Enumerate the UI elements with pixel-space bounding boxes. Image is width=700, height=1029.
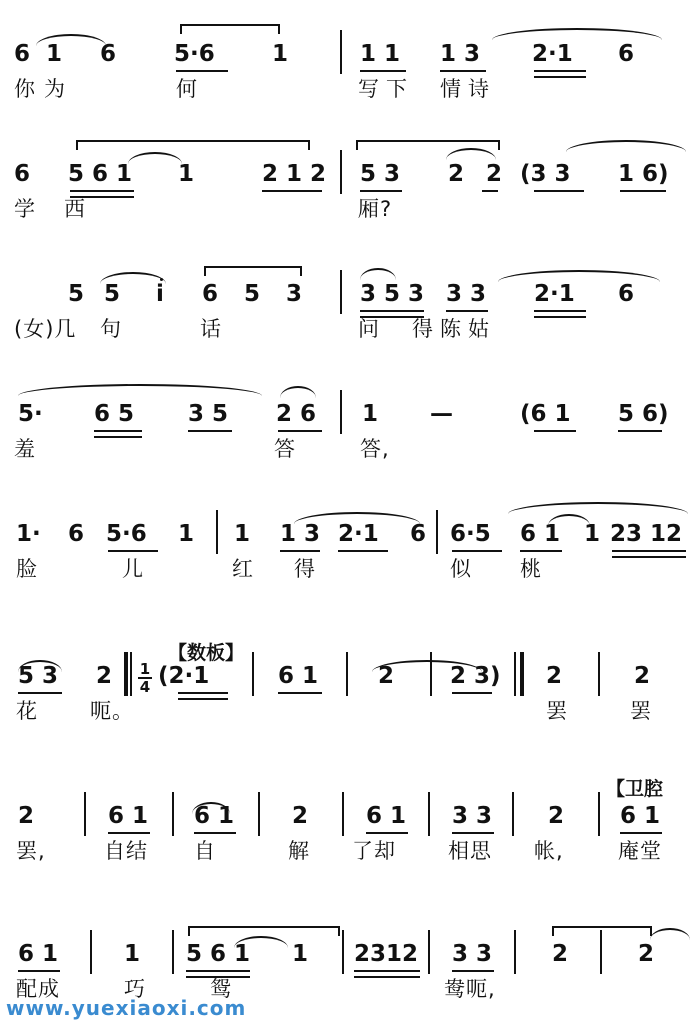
note: 2 <box>634 663 651 689</box>
bar-line <box>130 652 132 696</box>
lyric: 句 <box>100 317 122 341</box>
high-octave-dot <box>160 278 163 281</box>
note: 3 <box>286 281 303 307</box>
note: 2·1 <box>338 521 379 547</box>
note: 6 <box>618 281 635 307</box>
note: 6 <box>100 41 117 67</box>
note: 1 <box>584 521 601 547</box>
lyric: 答 <box>274 437 296 461</box>
beam <box>360 190 402 192</box>
bar-line <box>340 270 342 314</box>
note: 2 1 2 <box>262 161 327 187</box>
note: 2 <box>548 803 565 829</box>
note: 1 6) <box>618 161 669 187</box>
lyric: 配成 <box>16 977 60 1001</box>
lyric: 问 <box>358 317 380 341</box>
bar-line <box>342 792 344 836</box>
note: 6 1 <box>108 803 149 829</box>
note: 2 3) <box>450 663 501 689</box>
note: 2 <box>638 941 655 967</box>
beam <box>534 70 586 78</box>
note: 5·6 <box>174 41 215 67</box>
bar-line <box>172 792 174 836</box>
beam <box>280 550 320 552</box>
note: 23 12 <box>610 521 683 547</box>
lyric: 庵堂 <box>618 839 662 863</box>
note: 5 6) <box>618 401 669 427</box>
lyric: 姑 <box>468 317 490 341</box>
note: 1 <box>234 521 251 547</box>
note: (3 3 <box>520 161 571 187</box>
beam <box>534 310 586 318</box>
bar-line <box>600 930 602 974</box>
score-row-3 <box>0 250 700 360</box>
slur <box>566 140 686 152</box>
note: 2 <box>552 941 569 967</box>
bar-line <box>346 652 348 696</box>
beam <box>354 970 420 978</box>
double-bar-line <box>520 652 524 696</box>
bar-line <box>436 510 438 554</box>
bar-line <box>90 930 92 974</box>
lyric: 巧 <box>124 977 146 1001</box>
bar-line <box>428 792 430 836</box>
note: 3 3 <box>452 941 493 967</box>
lyric: 西 <box>64 197 86 221</box>
lyric: 写 <box>358 77 380 101</box>
site-watermark: www.yuexiaoxi.com <box>6 996 247 1020</box>
lyric: 鸳 <box>210 977 232 1001</box>
time-signature-top: 1 <box>139 660 151 678</box>
section-marking: 【数板】 <box>168 642 245 664</box>
note: 6 <box>410 521 427 547</box>
note: 5 <box>244 281 261 307</box>
lyric: (女)几 <box>14 317 77 341</box>
note: (6 1 <box>520 401 571 427</box>
lyric: 羞 <box>14 437 36 461</box>
note: 1 <box>124 941 141 967</box>
beam <box>188 430 232 432</box>
beam <box>520 550 562 552</box>
beam <box>262 190 322 192</box>
note: 2 <box>96 663 113 689</box>
note: 6 1 <box>194 803 235 829</box>
note: (2·1 <box>158 663 210 689</box>
note: 1 3 <box>440 41 481 67</box>
note: 6 1 <box>366 803 407 829</box>
slur <box>18 384 262 396</box>
note: 1 <box>272 41 289 67</box>
beam <box>440 70 486 72</box>
score-row-7 <box>0 772 700 882</box>
lyric: 桃 <box>520 557 542 581</box>
note: 5 <box>68 281 85 307</box>
note: 2 <box>378 663 395 689</box>
note: 2 <box>18 803 35 829</box>
lyric: 自结 <box>104 839 148 863</box>
note: 5 3 <box>360 161 401 187</box>
bar-line <box>216 510 218 554</box>
beam <box>108 832 150 834</box>
note: 2 <box>292 803 309 829</box>
bar-line <box>598 792 600 836</box>
time-signature-bottom: 4 <box>139 678 151 696</box>
note: 2 <box>448 161 465 187</box>
lyric: 自 <box>194 839 216 863</box>
note: 5· <box>18 401 43 427</box>
lyric: 情 <box>440 77 462 101</box>
note: 2 <box>486 161 503 187</box>
lyric: 下 <box>386 77 408 101</box>
lyric: 罢 <box>630 699 652 723</box>
slur <box>128 152 182 164</box>
beam <box>620 832 662 834</box>
note: 6 1 <box>278 663 319 689</box>
lyric: 红 <box>232 557 254 581</box>
note: 6 1 <box>620 803 661 829</box>
lyric: 得 <box>294 557 316 581</box>
note: 2312 <box>354 941 419 967</box>
bar-line <box>514 930 516 974</box>
beam <box>360 70 406 72</box>
note: 3 5 3 <box>360 281 425 307</box>
bar-line <box>258 792 260 836</box>
score-row-6 <box>0 632 700 742</box>
note: 1 <box>362 401 379 427</box>
note: 6 <box>14 161 31 187</box>
beam <box>108 550 158 552</box>
tie-bracket <box>188 926 340 936</box>
lyric: 你 <box>14 77 36 101</box>
note: 6 <box>68 521 85 547</box>
note: i <box>156 281 164 307</box>
lyric: 解 <box>288 839 310 863</box>
beam <box>618 430 662 432</box>
note: 6·5 <box>450 521 491 547</box>
beam <box>534 190 584 192</box>
lyric: 了却 <box>352 839 396 863</box>
tie-bracket <box>76 140 310 150</box>
lyric: 脸 <box>16 557 38 581</box>
lyric: 为 <box>44 77 66 101</box>
bar-line <box>342 930 344 974</box>
slur <box>650 928 690 940</box>
bar-line <box>172 930 174 974</box>
score-row-4 <box>0 370 700 480</box>
slur <box>360 268 396 280</box>
lyric: 答, <box>360 437 390 461</box>
lyric: 陈 <box>440 317 462 341</box>
note: — <box>430 401 453 427</box>
note: 1 1 <box>360 41 401 67</box>
lyric: 得 <box>412 317 434 341</box>
note: 2·1 <box>534 281 575 307</box>
note: 1 <box>292 941 309 967</box>
note: 6 1 <box>18 941 59 967</box>
lyric: 儿 <box>122 557 144 581</box>
note: 6 1 <box>520 521 561 547</box>
lyric: 花 <box>16 699 38 723</box>
bar-line <box>514 652 516 696</box>
slur <box>492 28 662 40</box>
beam <box>178 692 228 700</box>
bar-line <box>252 652 254 696</box>
note: 3 5 <box>188 401 229 427</box>
beam <box>534 430 576 432</box>
note: 3 3 <box>452 803 493 829</box>
score-row-1 <box>0 10 700 120</box>
time-signature <box>138 662 152 694</box>
bar-line <box>430 652 432 696</box>
note: 2 <box>546 663 563 689</box>
beam <box>18 970 60 972</box>
bar-line <box>598 652 600 696</box>
note: 1· <box>16 521 41 547</box>
lyric: 鸯呃, <box>444 977 496 1001</box>
note: 5 6 1 <box>68 161 133 187</box>
slur <box>280 386 316 398</box>
tie-bracket <box>552 926 652 936</box>
beam <box>612 550 686 558</box>
note: 5 <box>104 281 121 307</box>
bar-line <box>84 792 86 836</box>
note: 5 6 1 <box>186 941 251 967</box>
tie-bracket <box>204 266 302 276</box>
beam <box>452 832 494 834</box>
lyric: 话 <box>200 317 222 341</box>
bar-line <box>340 150 342 194</box>
beam <box>278 692 322 694</box>
lyric: 相思 <box>448 839 492 863</box>
beam <box>176 70 228 72</box>
note: 6 <box>202 281 219 307</box>
note: 5·6 <box>106 521 147 547</box>
beam <box>366 832 408 834</box>
lyric: 厢? <box>358 197 393 221</box>
note: 1 <box>178 161 195 187</box>
lyric: 帐, <box>534 839 564 863</box>
note: 5 3 <box>18 663 59 689</box>
lyric: 似 <box>450 557 472 581</box>
slur <box>508 502 688 514</box>
beam <box>452 970 494 972</box>
note: 6 <box>618 41 635 67</box>
lyric: 罢 <box>546 699 568 723</box>
beam <box>620 190 666 192</box>
lyric: 呃。 <box>90 699 134 723</box>
lyric: 何 <box>176 77 198 101</box>
beam <box>482 190 498 192</box>
beam <box>338 550 388 552</box>
score-row-5 <box>0 490 700 600</box>
bar-line <box>428 930 430 974</box>
bar-line <box>340 30 342 74</box>
lyric: 诗 <box>468 77 490 101</box>
tie-bracket <box>180 24 280 34</box>
note: 2 6 <box>276 401 317 427</box>
bar-line <box>340 390 342 434</box>
bar-line <box>512 792 514 836</box>
note: 6 <box>14 41 31 67</box>
slur <box>498 270 660 282</box>
beam <box>194 832 236 834</box>
note: 1 3 <box>280 521 321 547</box>
note: 6 5 <box>94 401 135 427</box>
beam <box>18 692 62 694</box>
score-row-2 <box>0 130 700 240</box>
note: 1 <box>178 521 195 547</box>
beam <box>446 310 488 312</box>
note: 2·1 <box>532 41 573 67</box>
beam <box>278 430 322 432</box>
beam <box>452 550 502 552</box>
lyric: 学 <box>14 197 36 221</box>
section-marking: 【卫腔 <box>606 778 664 800</box>
note: 3 3 <box>446 281 487 307</box>
beam <box>94 430 142 438</box>
double-bar-line <box>124 652 128 696</box>
beam <box>452 692 492 694</box>
lyric: 罢, <box>16 839 46 863</box>
note: 1 <box>46 41 63 67</box>
